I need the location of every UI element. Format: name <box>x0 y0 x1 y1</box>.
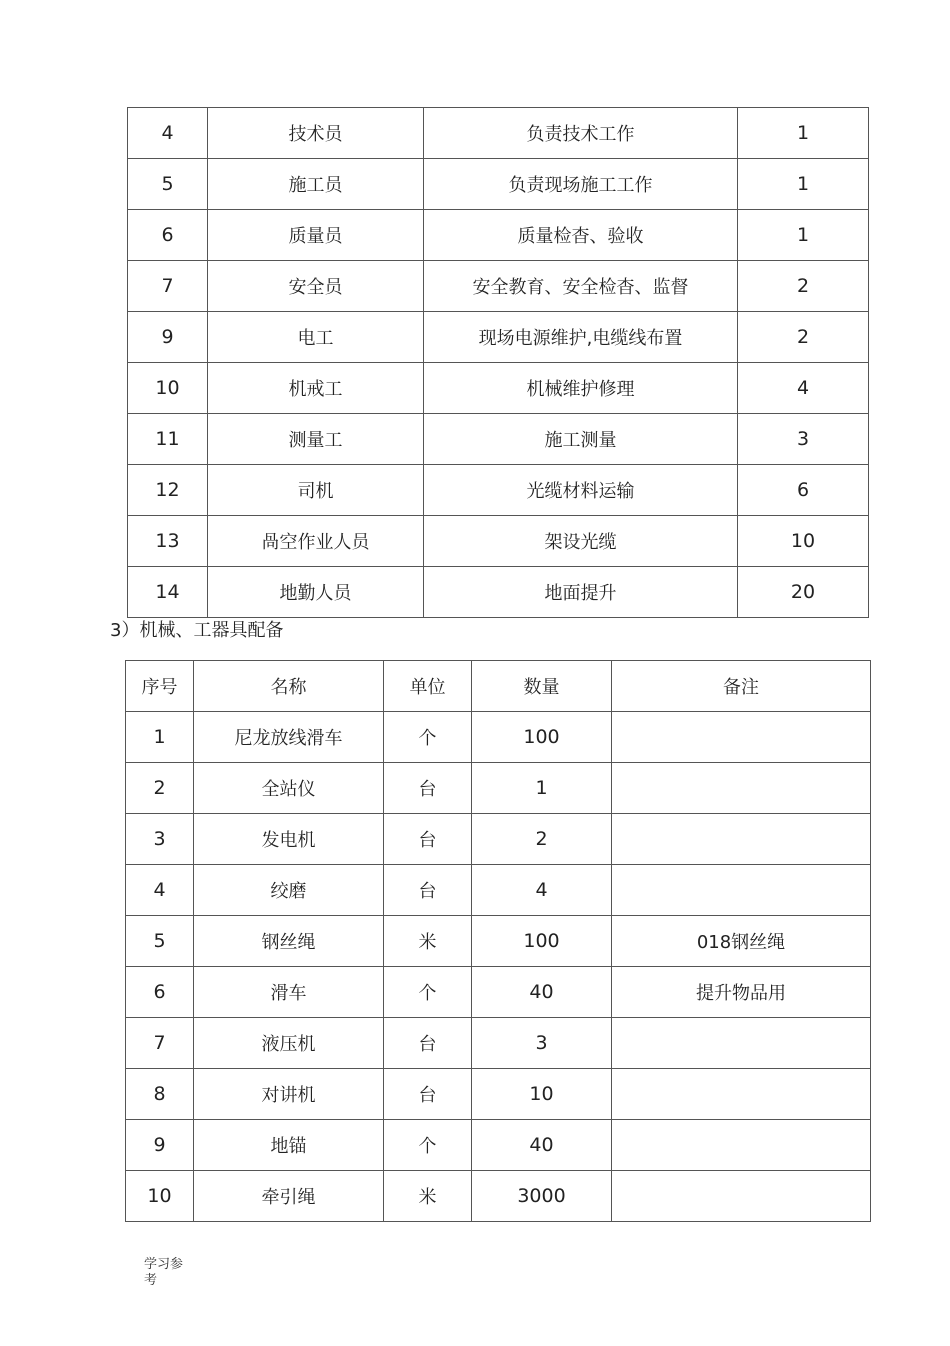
row-number: 5 <box>126 916 194 967</box>
role-cell: 安全员 <box>208 261 424 312</box>
row-number: 2 <box>126 763 194 814</box>
duty-cell: 光缆材料运输 <box>424 465 738 516</box>
count-cell: 1 <box>738 159 869 210</box>
duty-cell: 质量检杳、验收 <box>424 210 738 261</box>
note-cell: 提升物品用 <box>612 967 871 1018</box>
header-no: 序号 <box>126 661 194 712</box>
personnel-row <box>128 108 869 159</box>
row-number: 9 <box>126 1120 194 1171</box>
note-cell <box>612 763 871 814</box>
equipment-row <box>126 1171 871 1222</box>
qty-cell: 40 <box>472 967 612 1018</box>
role-cell: 电工 <box>208 312 424 363</box>
name-cell: 尼龙放线滑车 <box>194 712 384 763</box>
name-cell: 钢丝绳 <box>194 916 384 967</box>
note-cell <box>612 865 871 916</box>
duty-cell: 负责技术工作 <box>424 108 738 159</box>
personnel-row <box>128 312 869 363</box>
unit-cell: 台 <box>384 763 472 814</box>
duty-cell: 负责现场施工工作 <box>424 159 738 210</box>
personnel-row <box>128 567 869 618</box>
name-cell: 滑车 <box>194 967 384 1018</box>
qty-cell: 3 <box>472 1018 612 1069</box>
duty-cell: 现场电源维护,电缆线布置 <box>424 312 738 363</box>
name-cell: 发电机 <box>194 814 384 865</box>
row-number: 7 <box>126 1018 194 1069</box>
qty-cell: 2 <box>472 814 612 865</box>
row-number: 5 <box>128 159 208 210</box>
personnel-row <box>128 414 869 465</box>
note-cell <box>612 712 871 763</box>
equipment-row <box>126 1120 871 1171</box>
note-cell <box>612 814 871 865</box>
row-number: 14 <box>128 567 208 618</box>
unit-cell: 台 <box>384 1018 472 1069</box>
role-cell: 技术员 <box>208 108 424 159</box>
section-heading: 3）机械、工器具配备 <box>110 620 284 641</box>
count-cell: 1 <box>738 108 869 159</box>
note-cell <box>612 1120 871 1171</box>
header-note: 备注 <box>612 661 871 712</box>
count-cell: 20 <box>738 567 869 618</box>
personnel-row <box>128 363 869 414</box>
header-qty: 数量 <box>472 661 612 712</box>
count-cell: 2 <box>738 261 869 312</box>
duty-cell: 机械维护修理 <box>424 363 738 414</box>
qty-cell: 10 <box>472 1069 612 1120</box>
unit-cell: 个 <box>384 1120 472 1171</box>
personnel-row <box>128 516 869 567</box>
row-number: 13 <box>128 516 208 567</box>
note-cell: 018钢丝绳 <box>612 916 871 967</box>
header-unit: 单位 <box>384 661 472 712</box>
equipment-header-row <box>126 661 871 712</box>
row-number: 3 <box>126 814 194 865</box>
unit-cell: 米 <box>384 916 472 967</box>
role-cell: 机戒工 <box>208 363 424 414</box>
row-number: 4 <box>126 865 194 916</box>
equipment-row <box>126 814 871 865</box>
row-number: 12 <box>128 465 208 516</box>
role-cell: 测量工 <box>208 414 424 465</box>
unit-cell: 个 <box>384 967 472 1018</box>
personnel-row <box>128 261 869 312</box>
equipment-row <box>126 865 871 916</box>
unit-cell: 台 <box>384 865 472 916</box>
name-cell: 牵引绳 <box>194 1171 384 1222</box>
name-cell: 对讲机 <box>194 1069 384 1120</box>
row-number: 4 <box>128 108 208 159</box>
note-cell <box>612 1018 871 1069</box>
equipment-row <box>126 967 871 1018</box>
duty-cell: 地面提升 <box>424 567 738 618</box>
row-number: 7 <box>128 261 208 312</box>
unit-cell: 台 <box>384 1069 472 1120</box>
unit-cell: 台 <box>384 814 472 865</box>
count-cell: 1 <box>738 210 869 261</box>
duty-cell: 安全教育、安全检杳、监督 <box>424 261 738 312</box>
unit-cell: 米 <box>384 1171 472 1222</box>
qty-cell: 4 <box>472 865 612 916</box>
qty-cell: 3000 <box>472 1171 612 1222</box>
row-number: 10 <box>128 363 208 414</box>
note-cell <box>612 1069 871 1120</box>
name-cell: 全站仪 <box>194 763 384 814</box>
qty-cell: 1 <box>472 763 612 814</box>
duty-cell: 施工测量 <box>424 414 738 465</box>
role-cell: 施工员 <box>208 159 424 210</box>
equipment-row <box>126 712 871 763</box>
role-cell: 司机 <box>208 465 424 516</box>
duty-cell: 架设光缆 <box>424 516 738 567</box>
personnel-row <box>128 210 869 261</box>
personnel-row <box>128 159 869 210</box>
personnel-row <box>128 465 869 516</box>
row-number: 9 <box>128 312 208 363</box>
qty-cell: 100 <box>472 712 612 763</box>
count-cell: 3 <box>738 414 869 465</box>
footer-note: 学习参考 <box>144 1257 184 1288</box>
name-cell: 绞磨 <box>194 865 384 916</box>
header-name: 名称 <box>194 661 384 712</box>
name-cell: 液压机 <box>194 1018 384 1069</box>
row-number: 11 <box>128 414 208 465</box>
count-cell: 2 <box>738 312 869 363</box>
count-cell: 10 <box>738 516 869 567</box>
row-number: 10 <box>126 1171 194 1222</box>
role-cell: 地勤人员 <box>208 567 424 618</box>
personnel-table <box>127 107 869 618</box>
equipment-row <box>126 916 871 967</box>
note-cell <box>612 1171 871 1222</box>
count-cell: 4 <box>738 363 869 414</box>
equipment-row <box>126 1018 871 1069</box>
row-number: 6 <box>126 967 194 1018</box>
equipment-row <box>126 1069 871 1120</box>
qty-cell: 100 <box>472 916 612 967</box>
unit-cell: 个 <box>384 712 472 763</box>
equipment-row <box>126 763 871 814</box>
equipment-table <box>125 660 871 1222</box>
row-number: 8 <box>126 1069 194 1120</box>
row-number: 6 <box>128 210 208 261</box>
role-cell: 咼空作业人员 <box>208 516 424 567</box>
role-cell: 质量员 <box>208 210 424 261</box>
row-number: 1 <box>126 712 194 763</box>
qty-cell: 40 <box>472 1120 612 1171</box>
count-cell: 6 <box>738 465 869 516</box>
name-cell: 地锚 <box>194 1120 384 1171</box>
